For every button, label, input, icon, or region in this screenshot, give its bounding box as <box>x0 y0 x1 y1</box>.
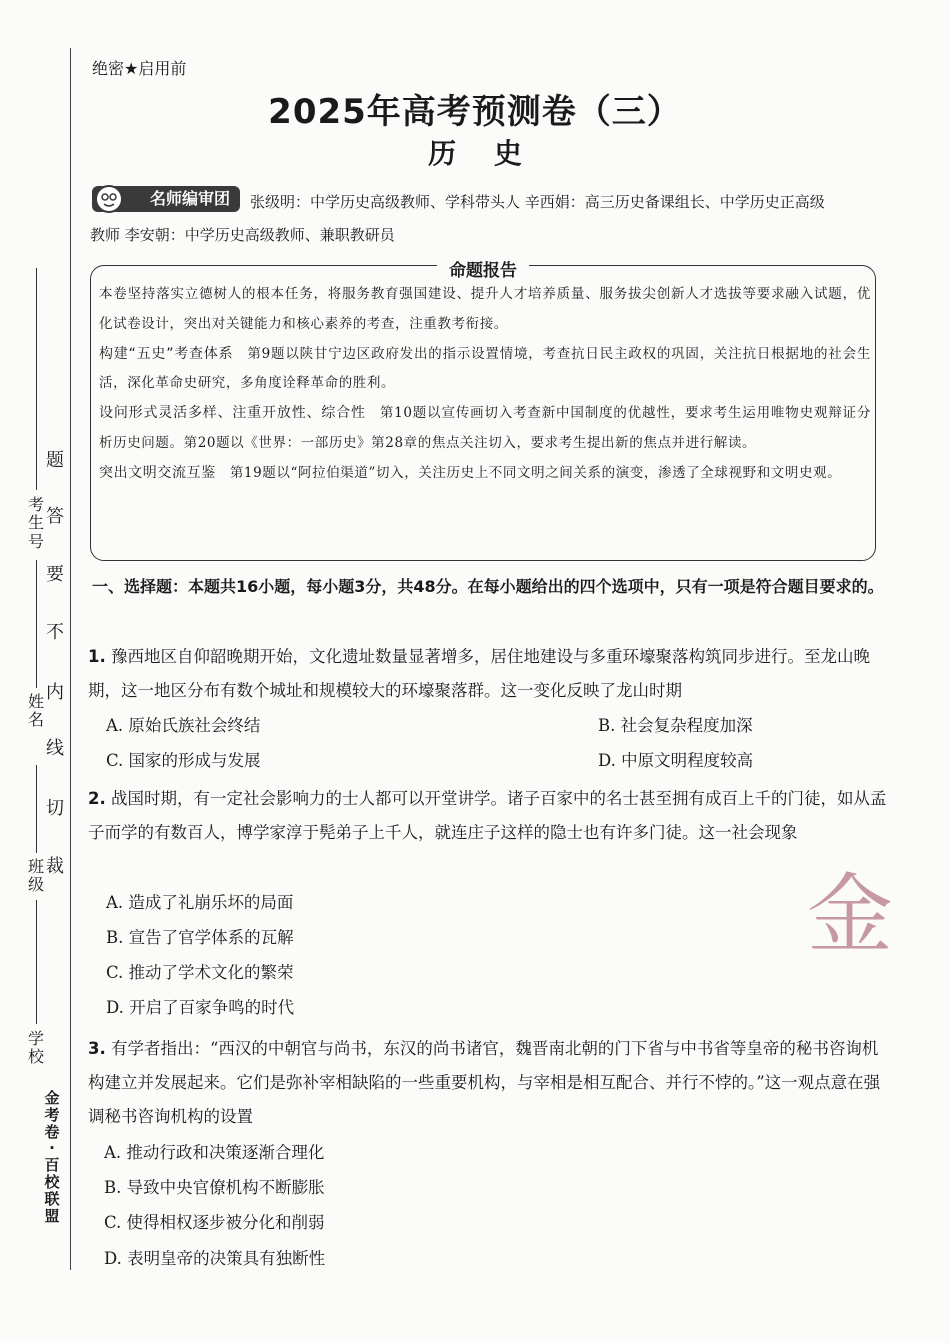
option-a[interactable]: A. 推动行政和决策逐渐合理化 <box>104 1143 325 1162</box>
report-section-heading: 构建“五史”考查体系 <box>99 345 234 362</box>
section-1-instructions: 一、选择题：本题共16小题，每小题3分，共48分。在每小题给出的四个选项中，只有一项是符合题目要求的。 <box>92 577 884 596</box>
report-body <box>99 280 871 489</box>
name-blank <box>36 560 37 688</box>
report-intro: 本卷坚持落实立德树人的根本任务，将服务教育强国建设、提升人才培养质量、服务拔尖创新人才选拔等要求融入试题，优化试卷设计，突出对关键能力和核心素养的考查，注重教考衔接。 <box>99 286 871 332</box>
cut-notice-char: 内 <box>46 682 64 703</box>
gold-brand-stamp <box>800 862 900 962</box>
report-section <box>99 340 871 400</box>
cut-notice-char: 线 <box>46 738 64 759</box>
option-b[interactable]: B. 社会复杂程度加深 <box>598 716 753 735</box>
editors-line-2: 教师 李安朝：中学历史高级教师、兼职教研员 <box>90 226 395 244</box>
report-section <box>99 399 871 459</box>
cut-notice-char: 切 <box>46 798 64 819</box>
report-section <box>99 459 871 489</box>
report-section-heading: 设问形式灵活多样、注重开放性、综合性 <box>99 405 366 422</box>
option-c[interactable]: C. 使得相权逐步被分化和削弱 <box>104 1213 325 1232</box>
cut-notice-char: 题 <box>46 450 64 471</box>
cut-notice-char: 要 <box>46 564 64 585</box>
option-c[interactable]: C. 推动了学术文化的繁荣 <box>106 963 294 982</box>
exam-number-label: 考生号 <box>27 495 44 551</box>
brand-vertical: 金考卷·百校联盟 <box>44 1089 60 1225</box>
school-blank <box>36 900 37 1024</box>
confidential-label: 绝密★启用前 <box>92 59 187 78</box>
question-number: 2. <box>88 789 106 808</box>
question-3 <box>88 1032 888 1134</box>
report-section-text: 第10题以宣传画切入考查新中国制度的优越性，要求考生运用唯物史观辩证分析历史问题。第20题以《世界：一部历史》第28章的焦点关注切入，要求考生提出新的焦点并进行解读。 <box>99 405 871 451</box>
school-label: 学校 <box>27 1029 44 1067</box>
option-b[interactable]: B. 导致中央官僚机构不断膨胀 <box>104 1178 325 1197</box>
exam-number-blank <box>36 268 37 490</box>
report-title: 命题报告 <box>0 256 950 281</box>
stamp-glyph: 金 <box>807 865 893 962</box>
subject-title: 历 史 <box>428 137 536 170</box>
option-c[interactable]: C. 国家的形成与发展 <box>106 751 261 770</box>
question-stem: 战国时期，有一定社会影响力的士人都可以开堂讲学。诸子百家中的名士甚至拥有成百上千的门徒，如从孟子而学的有数百人，博学家淳于髡弟子上千人，就连庄子这样的隐士也有许多门徒。这一社会现象 <box>88 789 887 842</box>
report-section-text: 第19题以“阿拉伯渠道”切入，关注历史上不同文明之间关系的演变，渗透了全球视野和文明史观。 <box>229 464 842 481</box>
option-d[interactable]: D. 中原文明程度较高 <box>598 751 754 770</box>
option-b[interactable]: B. 宣告了官学体系的瓦解 <box>106 928 294 947</box>
question-2 <box>88 782 888 850</box>
option-a[interactable]: A. 原始氏族社会终结 <box>106 716 261 735</box>
cut-notice-char: 裁 <box>46 856 64 877</box>
report-section-heading: 突出文明交流互鉴 <box>99 464 216 481</box>
editorial-team-badge: 名师编审团 <box>92 186 240 212</box>
report-section-text: 第9题以陕甘宁边区政府发出的指示设置情境，考查抗日民主政权的巩固，关注抗日根据地的社会生活，深化革命史研究，多角度诠释革命的胜利。 <box>99 345 871 392</box>
class-blank <box>36 765 37 853</box>
question-stem: 有学者指出：“西汉的中朝官与尚书，东汉的尚书诸官，魏晋南北朝的门下省与中书省等皇帝的秘书咨询机构建立并发展起来。它们是弥补宰相缺陷的一些重要机构，与宰相是相互配合、并行不悖的。”这一观点意在强调秘书咨询机构的设置 <box>88 1039 881 1126</box>
class-label: 班级 <box>27 857 44 895</box>
cut-notice-char: 不 <box>46 622 64 643</box>
question-1 <box>88 640 888 708</box>
exam-title: 2025年高考预测卷（三） <box>268 92 682 132</box>
editors-line-1: 张级明：中学历史高级教师、学科带头人 辛西娟：高三历史备课组长、中学历史正高级 <box>250 193 825 211</box>
option-a[interactable]: A. 造成了礼崩乐坏的局面 <box>106 893 294 912</box>
question-number: 3. <box>88 1039 106 1058</box>
option-d[interactable]: D. 表明皇帝的决策具有独断性 <box>104 1249 326 1268</box>
question-number: 1. <box>88 647 106 666</box>
binding-line <box>70 48 71 1270</box>
question-stem: 豫西地区自仰韶晚期开始，文化遗址数量显著增多，居住地建设与多重环壕聚落构筑同步进行。至龙山晚期，这一地区分布有数个城址和规模较大的环壕聚落群。这一变化反映了龙山时期 <box>88 647 870 700</box>
name-label: 姓名 <box>27 692 44 730</box>
teacher-mascot-icon <box>94 184 124 214</box>
cut-notice-char: 答 <box>46 506 64 527</box>
option-d[interactable]: D. 开启了百家争鸣的时代 <box>106 998 295 1017</box>
